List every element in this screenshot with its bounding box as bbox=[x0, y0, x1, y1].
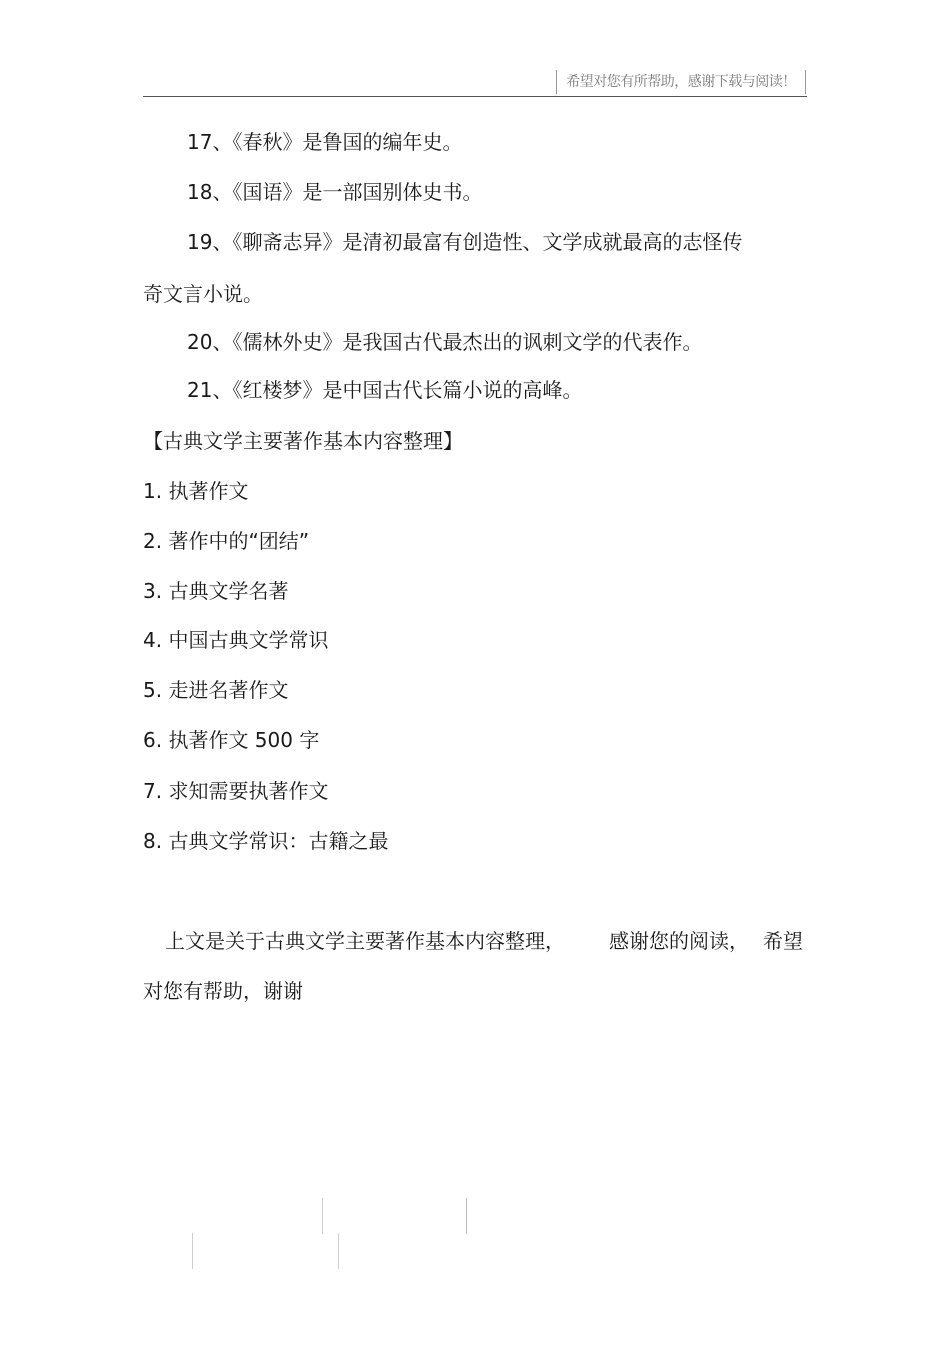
closing-part-2: 感谢您的阅读， bbox=[609, 929, 749, 953]
list-item: 8. 古典文学常识：古籍之最 bbox=[143, 829, 389, 853]
scan-artifact-line bbox=[466, 1198, 467, 1234]
fact-number: 21、 bbox=[187, 378, 233, 402]
header-note: 希望对您有所帮助，感谢下载与阅读！ bbox=[556, 70, 806, 94]
scan-artifact-line bbox=[322, 1198, 323, 1234]
fact-text: 《儒林外史》是我国古代最杰出的讽刺文学的代表作。 bbox=[232, 330, 703, 354]
scan-artifact-line bbox=[192, 1233, 193, 1269]
header-rule bbox=[143, 96, 807, 97]
fact-text: 《红楼梦》是中国古代长篇小说的高峰。 bbox=[232, 378, 583, 402]
list-item: 4. 中国古典文学常识 bbox=[143, 628, 329, 652]
fact-number: 19、 bbox=[187, 230, 233, 254]
fact-item-21 bbox=[187, 376, 582, 404]
closing-paragraph-line-2: 对您有帮助，谢谢 bbox=[143, 979, 303, 1003]
fact-number: 17、 bbox=[187, 130, 233, 154]
list-item: 1. 执著作文 bbox=[143, 479, 249, 503]
closing-part-1: 上文是关于古典文学主要著作基本内容整理， bbox=[165, 929, 565, 953]
scan-artifact-line bbox=[338, 1233, 339, 1269]
section-heading: 【古典文学主要著作基本内容整理】 bbox=[143, 429, 463, 453]
fact-item-19-continuation: 奇文言小说。 bbox=[143, 282, 263, 306]
list-item: 2. 著作中的“团结” bbox=[143, 529, 310, 553]
fact-item-18 bbox=[187, 178, 482, 206]
list-item: 6. 执著作文 500 字 bbox=[143, 728, 320, 752]
fact-number: 20、 bbox=[187, 330, 233, 354]
fact-text: 《春秋》是鲁国的编年史。 bbox=[232, 130, 463, 154]
closing-part-3: 希望 bbox=[763, 929, 803, 953]
list-item: 7. 求知需要执著作文 bbox=[143, 779, 329, 803]
fact-number: 18、 bbox=[187, 180, 233, 204]
list-item: 3. 古典文学名著 bbox=[143, 579, 289, 603]
list-item: 5. 走进名著作文 bbox=[143, 678, 289, 702]
fact-text: 《国语》是一部国别体史书。 bbox=[232, 180, 483, 204]
fact-item-20 bbox=[187, 328, 702, 356]
fact-item-17 bbox=[187, 128, 462, 156]
fact-item-19 bbox=[187, 228, 742, 256]
fact-text: 《聊斋志异》是清初最富有创造性、文学成就最高的志怪传 bbox=[232, 230, 743, 254]
